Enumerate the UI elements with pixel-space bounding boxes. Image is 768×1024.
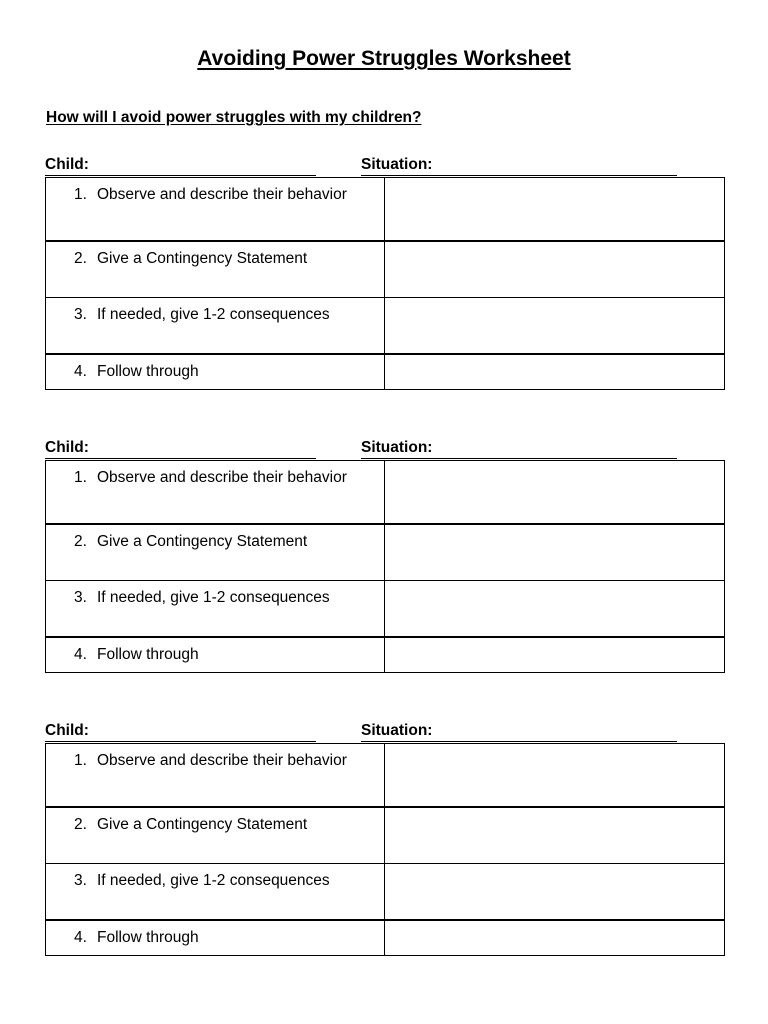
worksheet-title: Avoiding Power Struggles Worksheet — [197, 47, 571, 70]
step-response-cell[interactable] — [385, 354, 725, 390]
step-cell — [46, 744, 385, 808]
step-response-cell[interactable] — [385, 807, 725, 864]
situation-label: Situation: — [361, 156, 433, 173]
step-row — [46, 637, 725, 673]
step-number: 1. — [74, 469, 87, 486]
step-row — [46, 178, 725, 242]
plan-block-2 — [45, 439, 724, 673]
step-row — [46, 807, 725, 864]
step-cell — [46, 354, 385, 390]
step-number: 3. — [74, 872, 87, 889]
plan-header — [45, 156, 724, 177]
step-response-cell[interactable] — [385, 298, 725, 355]
step-row — [46, 354, 725, 390]
step-number: 4. — [74, 646, 87, 663]
step-cell — [46, 298, 385, 355]
step-label: Give a Contingency Statement — [97, 533, 308, 550]
step-number: 1. — [74, 752, 87, 769]
step-cell — [46, 864, 385, 921]
step-label: If needed, give 1-2 consequences — [97, 306, 330, 323]
step-label: Observe and describe their behavior — [97, 186, 347, 203]
step-label: Give a Contingency Statement — [97, 250, 308, 267]
step-label: Observe and describe their behavior — [97, 752, 347, 769]
situation-field[interactable] — [361, 722, 677, 742]
step-cell — [46, 920, 385, 956]
step-number: 2. — [74, 250, 87, 267]
plan-block-1 — [45, 156, 724, 390]
steps-table — [45, 743, 725, 956]
plan-header — [45, 439, 724, 460]
child-label: Child: — [45, 722, 89, 739]
step-response-cell[interactable] — [385, 637, 725, 673]
child-field[interactable] — [45, 156, 316, 176]
step-cell — [46, 241, 385, 298]
step-row — [46, 744, 725, 808]
step-response-cell[interactable] — [385, 178, 725, 242]
step-cell — [46, 637, 385, 673]
step-number: 1. — [74, 186, 87, 203]
step-number: 2. — [74, 533, 87, 550]
steps-table — [45, 177, 725, 390]
step-response-cell[interactable] — [385, 524, 725, 581]
child-label: Child: — [45, 439, 89, 456]
worksheet-question: How will I avoid power struggles with my children? — [46, 109, 422, 126]
step-label: Follow through — [97, 363, 199, 380]
situation-field[interactable] — [361, 439, 677, 459]
child-label: Child: — [45, 156, 89, 173]
step-row — [46, 298, 725, 355]
step-label: If needed, give 1-2 consequences — [97, 589, 330, 606]
plan-header — [45, 722, 724, 743]
step-row — [46, 920, 725, 956]
step-response-cell[interactable] — [385, 864, 725, 921]
step-row — [46, 864, 725, 921]
step-response-cell[interactable] — [385, 581, 725, 638]
step-cell — [46, 807, 385, 864]
step-cell — [46, 581, 385, 638]
step-row — [46, 581, 725, 638]
step-response-cell[interactable] — [385, 241, 725, 298]
step-number: 4. — [74, 363, 87, 380]
step-label: Give a Contingency Statement — [97, 816, 308, 833]
step-response-cell[interactable] — [385, 744, 725, 808]
step-number: 3. — [74, 306, 87, 323]
step-response-cell[interactable] — [385, 920, 725, 956]
step-row — [46, 461, 725, 525]
situation-field[interactable] — [361, 156, 677, 176]
step-row — [46, 524, 725, 581]
step-label: Observe and describe their behavior — [97, 469, 347, 486]
step-row — [46, 241, 725, 298]
situation-label: Situation: — [361, 722, 433, 739]
step-label: If needed, give 1-2 consequences — [97, 872, 330, 889]
step-label: Follow through — [97, 646, 199, 663]
step-number: 4. — [74, 929, 87, 946]
steps-table — [45, 460, 725, 673]
step-label: Follow through — [97, 929, 199, 946]
step-cell — [46, 461, 385, 525]
plan-block-3 — [45, 722, 724, 956]
situation-label: Situation: — [361, 439, 433, 456]
child-field[interactable] — [45, 722, 316, 742]
step-cell — [46, 524, 385, 581]
step-number: 2. — [74, 816, 87, 833]
step-cell — [46, 178, 385, 242]
step-response-cell[interactable] — [385, 461, 725, 525]
child-field[interactable] — [45, 439, 316, 459]
step-number: 3. — [74, 589, 87, 606]
